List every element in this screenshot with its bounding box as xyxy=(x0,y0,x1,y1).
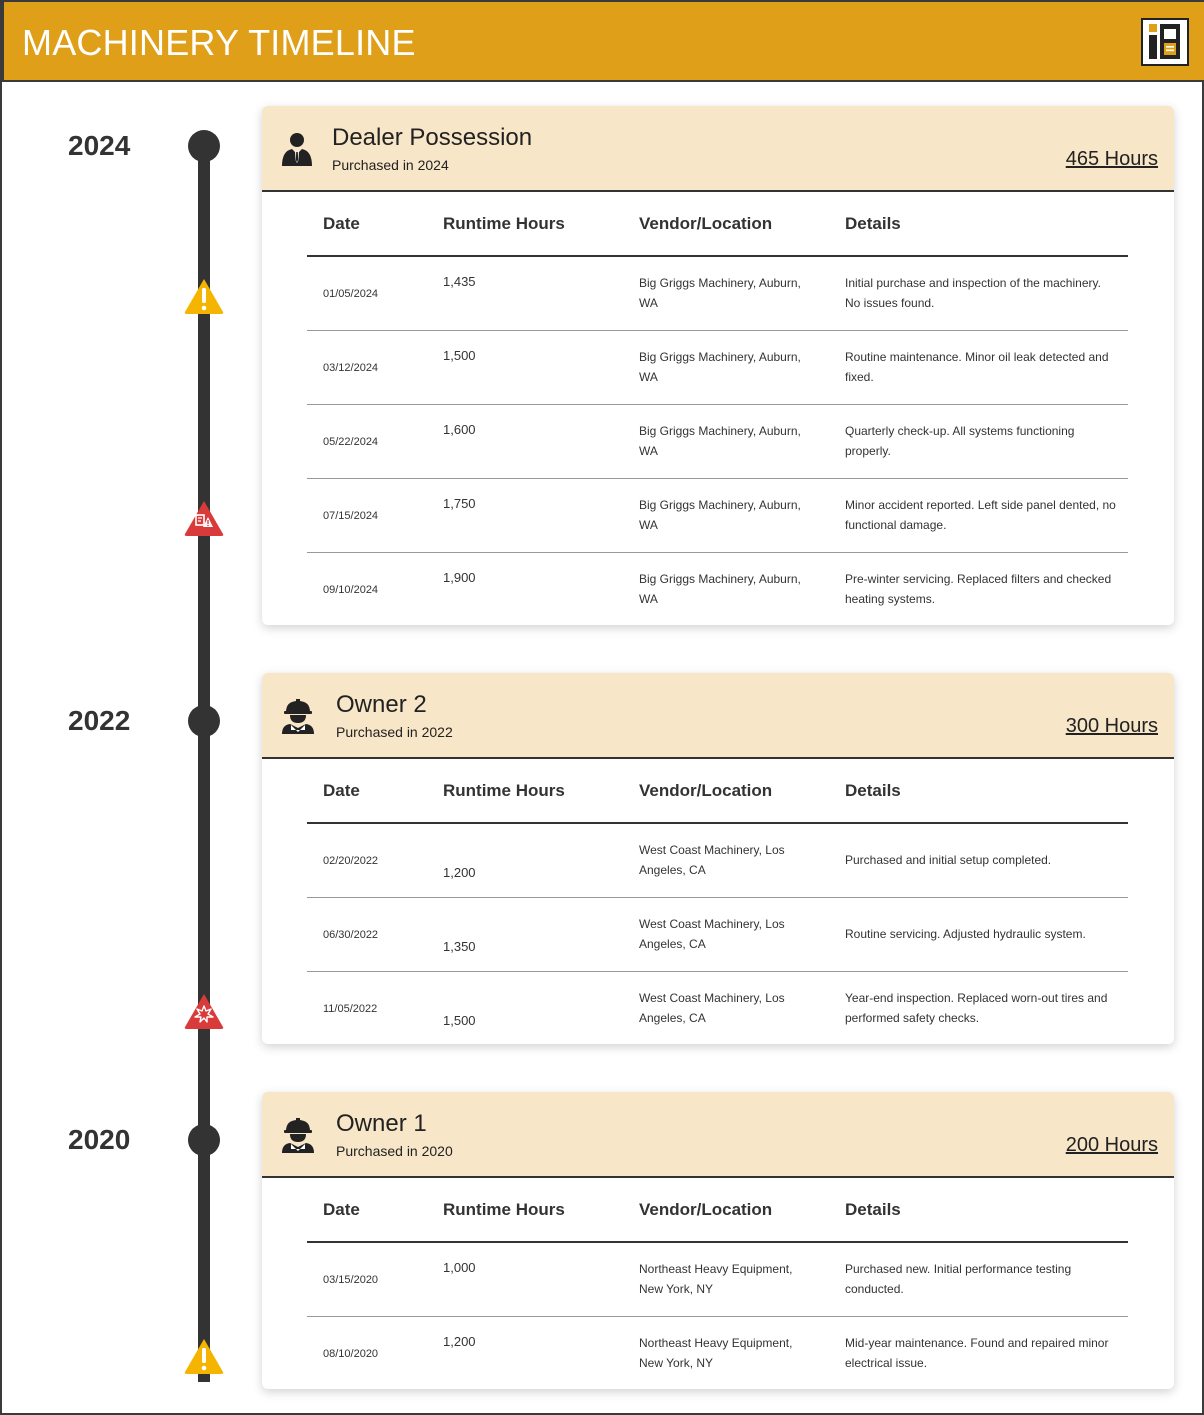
cell-date: 07/15/2024 xyxy=(307,478,427,552)
cell-details xyxy=(829,971,1128,1044)
details-text: Pre-winter servicing. Replaced filters and checked heating systems. xyxy=(845,572,1112,607)
vendor-text: West Coast Machinery, Los Angeles, CA xyxy=(639,991,785,1026)
logo-icon[interactable] xyxy=(1141,18,1189,66)
cell-date: 05/22/2024 xyxy=(307,404,427,478)
cell-hours: 1,500 xyxy=(443,1013,476,1028)
cell-date: 02/20/2022 xyxy=(307,823,427,897)
card-subtitle: Purchased in 2022 xyxy=(336,724,453,740)
table-row xyxy=(307,404,1128,478)
details-text: Purchased and initial setup completed. xyxy=(845,853,1052,868)
cell-date: 11/05/2022 xyxy=(323,1003,378,1016)
hours-link[interactable]: 465 Hours xyxy=(1065,148,1158,170)
cell-vendor xyxy=(623,552,829,625)
card-header xyxy=(262,673,1174,759)
card-header xyxy=(262,1092,1174,1178)
cell-hours: 1,000 xyxy=(427,1242,623,1316)
warning-exclamation-icon[interactable] xyxy=(183,1337,225,1375)
details-text: Initial purchase and inspection of the machinery. No issues found. xyxy=(845,276,1101,311)
card-title: Owner 1 xyxy=(336,1110,427,1137)
cell-hours: 1,600 xyxy=(427,404,623,478)
table-row xyxy=(307,330,1128,404)
cell-hours: 1,200 xyxy=(427,823,623,897)
cell-vendor xyxy=(623,478,829,552)
column-header-date: Date xyxy=(307,1178,427,1242)
column-header-hours: Runtime Hours xyxy=(427,759,623,823)
hours-link[interactable]: 200 Hours xyxy=(1065,1134,1158,1156)
cell-details xyxy=(829,823,1128,897)
ownership-card-2022 xyxy=(262,673,1174,1044)
cell-vendor xyxy=(623,1242,829,1316)
cell-date: 03/12/2024 xyxy=(307,330,427,404)
column-header-hours: Runtime Hours xyxy=(427,1178,623,1242)
cell-date: 06/30/2022 xyxy=(307,897,427,971)
card-title: Owner 2 xyxy=(336,691,427,718)
table-row xyxy=(307,1316,1128,1389)
cell-details xyxy=(829,552,1128,625)
cell-vendor xyxy=(623,256,829,330)
column-header-date: Date xyxy=(307,759,427,823)
app-header xyxy=(2,0,1204,82)
timeline-dot xyxy=(188,705,220,737)
table-row xyxy=(307,1242,1128,1316)
cell-vendor xyxy=(623,971,829,1044)
table-row xyxy=(307,823,1128,897)
details-text: Purchased new. Initial performance testing conducted. xyxy=(845,1262,1072,1297)
card-title: Dealer Possession xyxy=(332,124,533,151)
table-row xyxy=(307,552,1128,625)
cell-details xyxy=(829,1242,1128,1316)
cell-vendor xyxy=(623,404,829,478)
details-text: Minor accident reported. Left side panel dented, no functional damage. xyxy=(845,498,1116,532)
cell-details xyxy=(829,897,1128,971)
cell-hours: 1,435 xyxy=(427,256,623,330)
worker-icon xyxy=(280,1116,316,1154)
details-text: Routine maintenance. Minor oil leak detected and fixed. xyxy=(845,350,1109,384)
details-text: Quarterly check-up. All systems functioning properly. xyxy=(845,424,1075,458)
year-label-2020: 2020 xyxy=(68,1124,131,1155)
vendor-text: Big Griggs Machinery, Auburn, WA xyxy=(639,572,801,607)
table-row xyxy=(307,971,1128,1044)
cell-vendor xyxy=(623,1316,829,1389)
vendor-text: Big Griggs Machinery, Auburn, WA xyxy=(639,276,801,311)
vendor-text: Big Griggs Machinery, Auburn, WA xyxy=(639,498,801,532)
vendor-text: Big Griggs Machinery, Auburn, WA xyxy=(639,350,801,384)
column-header-hours: Runtime Hours xyxy=(427,192,623,256)
cell-hours: 1,750 xyxy=(427,478,623,552)
cell-hours: 1,900 xyxy=(443,569,476,585)
service-table xyxy=(307,192,1128,625)
cell-details xyxy=(829,478,1128,552)
column-header-date: Date xyxy=(307,192,427,256)
cell-details xyxy=(829,404,1128,478)
cell-details xyxy=(829,1316,1128,1389)
cell-hours: 1,500 xyxy=(427,330,623,404)
cell-date: 03/15/2020 xyxy=(307,1242,427,1316)
table-row xyxy=(307,478,1128,552)
accident-report-icon[interactable] xyxy=(183,499,225,537)
column-header-vendor: Vendor/Location xyxy=(623,759,829,823)
column-header-details: Details xyxy=(829,759,1128,823)
service-table xyxy=(307,1178,1128,1389)
column-header-vendor: Vendor/Location xyxy=(623,192,829,256)
page-title: MACHINERY TIMELINE xyxy=(22,22,416,63)
column-header-details: Details xyxy=(829,192,1128,256)
timeline-dot xyxy=(188,130,220,162)
businessman-icon xyxy=(280,130,316,168)
vendor-text: Northeast Heavy Equipment, New York, NY xyxy=(639,1262,793,1297)
ownership-card-2024 xyxy=(262,106,1174,625)
year-label-2024: 2024 xyxy=(68,130,131,161)
vendor-text: West Coast Machinery, Los Angeles, CA xyxy=(639,843,785,878)
column-header-vendor: Vendor/Location xyxy=(623,1178,829,1242)
ownership-card-2020 xyxy=(262,1092,1174,1389)
cell-details xyxy=(829,256,1128,330)
cell-vendor xyxy=(623,823,829,897)
cell-vendor xyxy=(623,330,829,404)
card-subtitle: Purchased in 2020 xyxy=(336,1143,453,1159)
hours-link[interactable]: 300 Hours xyxy=(1065,715,1158,737)
cell-details xyxy=(829,330,1128,404)
cell-hours: 1,200 xyxy=(443,1333,476,1349)
warning-exclamation-icon[interactable] xyxy=(183,277,225,315)
worker-icon xyxy=(280,697,316,735)
vendor-text: Big Griggs Machinery, Auburn, WA xyxy=(639,424,801,458)
vendor-text: West Coast Machinery, Los Angeles, CA xyxy=(639,917,785,951)
details-text: Mid-year maintenance. Found and repaired minor electrical issue. xyxy=(845,1336,1109,1371)
service-table xyxy=(307,759,1128,1044)
card-header xyxy=(262,106,1174,192)
table-row xyxy=(307,897,1128,971)
table-row xyxy=(307,256,1128,330)
timeline-dot xyxy=(188,1124,220,1156)
details-text: Routine servicing. Adjusted hydraulic system. xyxy=(845,927,1086,941)
cell-date: 08/10/2020 xyxy=(323,1348,379,1361)
card-subtitle: Purchased in 2024 xyxy=(332,157,449,173)
timeline-line xyxy=(198,146,210,1382)
column-header-details: Details xyxy=(829,1178,1128,1242)
impact-burst-icon[interactable] xyxy=(183,992,225,1030)
details-text: Year-end inspection. Replaced worn-out tires and performed safety checks. xyxy=(845,991,1108,1026)
cell-date: 01/05/2024 xyxy=(307,256,427,330)
cell-vendor xyxy=(623,897,829,971)
cell-date: 09/10/2024 xyxy=(323,584,379,597)
year-label-2022: 2022 xyxy=(68,705,131,736)
cell-hours: 1,350 xyxy=(427,897,623,971)
vendor-text: Northeast Heavy Equipment, New York, NY xyxy=(639,1336,793,1371)
